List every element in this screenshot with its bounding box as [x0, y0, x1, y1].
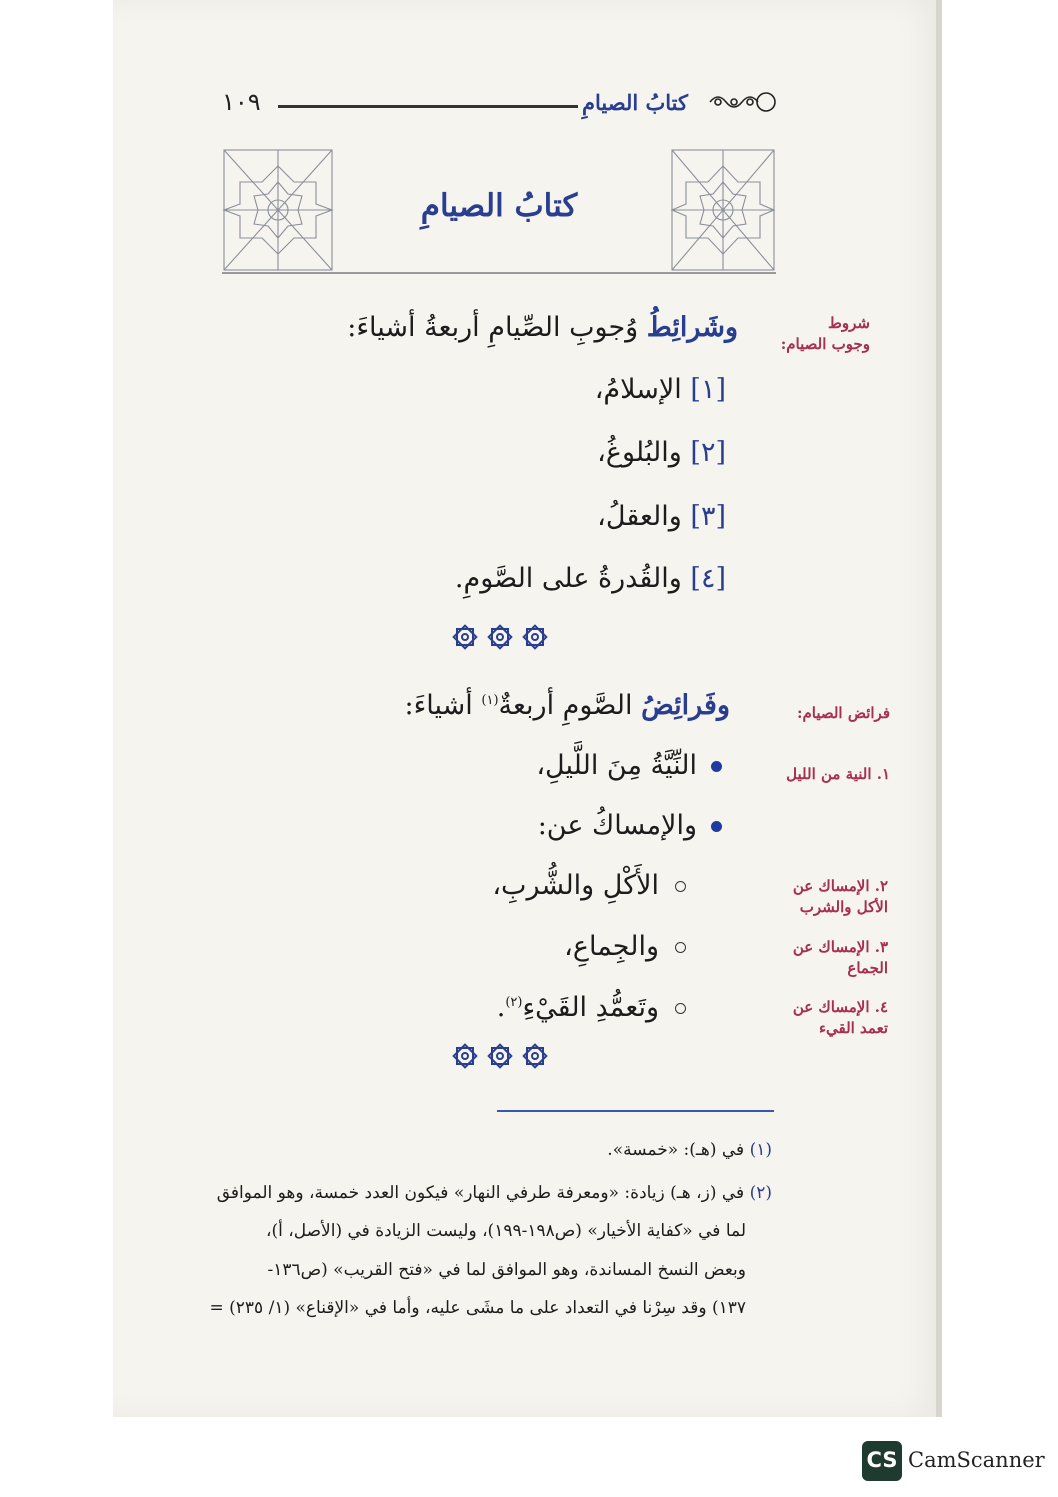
side-note-line: تعمد القيء: [818, 1019, 888, 1037]
footnote-text: في (هـ): «خمسة».: [607, 1140, 745, 1160]
section2-intro-text: الصَّومِ أربعةٌ: [498, 690, 633, 721]
bullet-ring-icon: [675, 1003, 686, 1014]
side-note-item3: [793, 937, 888, 979]
list-item: [536, 750, 722, 781]
side-note-line: ٢. الإمساك عن: [792, 877, 888, 895]
list-subitem: [497, 992, 686, 1023]
side-note-line: ٣. الإمساك عن: [792, 938, 888, 956]
item-text: الإسلامُ،: [594, 374, 682, 405]
footnote-text: في (ز، هـ) زيادة: «ومعرفة طرفي النهار» فيكون العدد خمسة، وهو الموافق: [216, 1183, 745, 1203]
side-note-conditions: [781, 313, 870, 355]
item-text: وتَعمُّدِ القَيْءِ: [522, 992, 659, 1023]
header-rule: [278, 105, 578, 108]
item-text: والعقلُ،: [597, 501, 682, 532]
bullet-dot-icon: [711, 761, 722, 772]
section2-intro-end: أشياءَ:: [404, 690, 473, 721]
footnote-2-line1: [217, 1183, 772, 1203]
footnote-2-line3: وبعض النسخ المساندة، وهو الموافق لما في «فتح القريب» (ص١٣٦-: [267, 1260, 746, 1280]
section2-intro: [404, 690, 730, 721]
camscanner-logo: CS: [862, 1441, 902, 1481]
scan-margin-left: [0, 0, 113, 1417]
star-ornament-icon: [522, 624, 548, 650]
section1-keyword: وشَرائِطُ: [646, 312, 738, 343]
side-note-line: شروط: [828, 314, 870, 332]
section1-intro: [347, 312, 738, 343]
list-item: [597, 501, 726, 532]
item-text: والإمساكُ عن:: [537, 810, 697, 841]
list-item: [455, 563, 726, 594]
bullet-dot-icon: [711, 821, 722, 832]
header-ornament-icon: [706, 86, 778, 118]
list-subitem: [492, 870, 686, 901]
section1-intro-text: وُجوبِ الصِّيامِ أربعةُ أشياءَ:: [347, 312, 639, 343]
item-number: [٤]: [690, 563, 726, 594]
star-ornament-icon: [487, 1043, 513, 1069]
item-text: والقُدرةُ على الصَّومِ.: [454, 563, 682, 594]
footnote-number: (٢): [749, 1183, 772, 1203]
side-note-line: الأكل والشرب: [799, 898, 888, 916]
side-note-line: الجماع: [847, 959, 888, 977]
side-note-item4: [793, 997, 888, 1039]
footnote-1: [607, 1140, 772, 1160]
item-text: والجِماعِ،: [564, 931, 659, 962]
item-number: [٢]: [690, 437, 726, 468]
scan-margin-right: [942, 0, 1058, 1417]
camscanner-label: CamScanner: [908, 1448, 1045, 1472]
star-ornament-icon: [452, 1043, 478, 1069]
footnote-2-line2: لما في «كفاية الأخيار» (ص١٩٨-١٩٩)، وليست الزيادة في (الأصل، أ)،: [266, 1221, 746, 1241]
side-note-item1: ١. النية من الليل: [786, 765, 890, 783]
footnote-separator: [497, 1110, 774, 1112]
list-item: [595, 374, 726, 405]
side-note-line: ٤. الإمساك عن: [792, 998, 888, 1016]
list-item: [597, 437, 726, 468]
star-ornament-icon: [522, 1043, 548, 1069]
running-header: [222, 88, 776, 122]
item-number: [١]: [690, 374, 726, 405]
star-ornament-icon: [487, 624, 513, 650]
side-note-line: وجوب الصيام:: [780, 335, 870, 353]
item-text: والبُلوغُ،: [597, 437, 682, 468]
bullet-ring-icon: [675, 942, 686, 953]
page-number: ١٠٩: [222, 88, 261, 116]
chapter-title: كتابُ الصيامِ: [420, 188, 578, 224]
list-item: [538, 810, 722, 841]
item-end: .: [496, 992, 506, 1023]
star-ornament-icon: [452, 624, 478, 650]
item-number: [٣]: [690, 501, 726, 532]
footnote-ref: (٢): [505, 995, 523, 1010]
list-subitem: [564, 931, 686, 962]
footnote-2-line4: ١٣٧) وقد سِرْنا في التعداد على ما مشَى عليه، وأما في «الإقناع» (١/ ٢٣٥) =: [209, 1298, 746, 1318]
side-note-item2: [793, 876, 888, 918]
item-text: الأَكْلِ والشُّربِ،: [492, 870, 659, 901]
bullet-ring-icon: [675, 881, 686, 892]
chapter-rule: [222, 272, 776, 274]
footnote-number: (١): [749, 1140, 772, 1160]
chapter-heading-box: [222, 148, 776, 274]
item-text: النِّيَّةُ مِنَ اللَّيلِ،: [536, 750, 697, 781]
section2-keyword: وفَرائِضُ: [641, 690, 730, 721]
section-divider-stars: [452, 1043, 552, 1071]
section-divider-stars: [452, 624, 552, 652]
running-title: كتابُ الصيامِ: [582, 90, 688, 115]
side-note-obligations: فرائض الصيام:: [796, 704, 890, 722]
footnote-ref: (١): [481, 693, 499, 708]
